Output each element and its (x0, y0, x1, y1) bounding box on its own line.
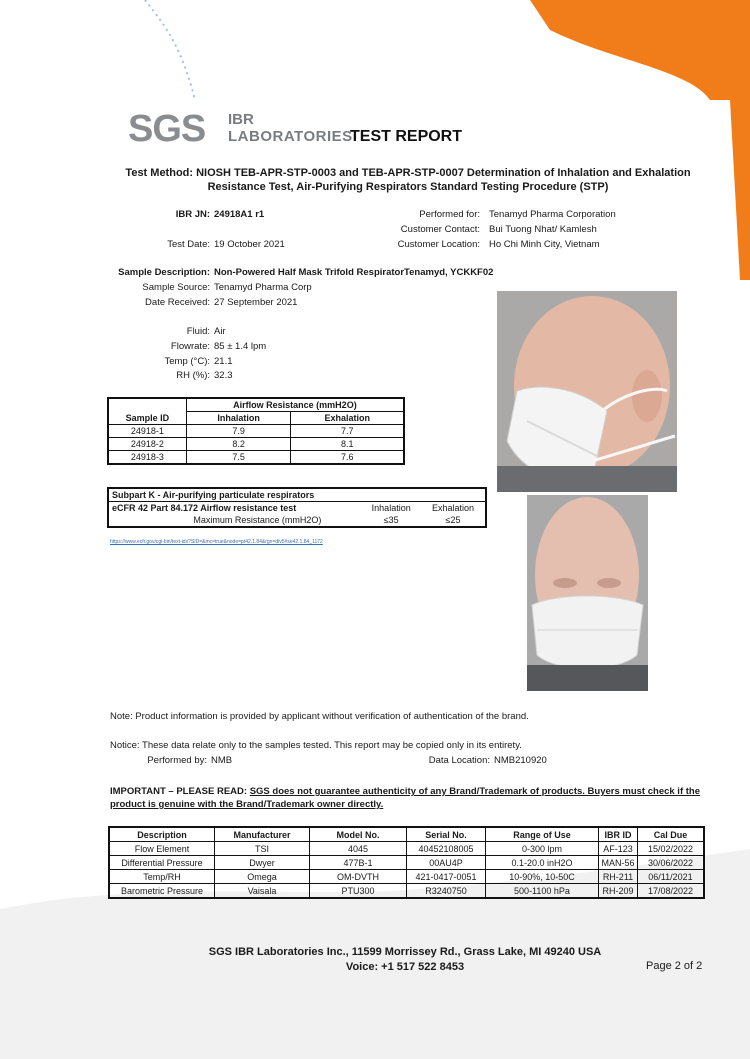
cell-manufacturer: Vaisala (215, 884, 310, 899)
important-notice (110, 785, 710, 811)
important-prefix: IMPORTANT – PLEASE READ: (110, 786, 248, 797)
cell-manufacturer: Dwyer (215, 856, 310, 870)
performed-for-value: Tenamyd Pharma Corporation (489, 209, 616, 220)
header-description: Description (109, 827, 215, 842)
cell-model-no: OM-DVTH (310, 870, 407, 884)
cell-exhalation: 7.6 (291, 451, 404, 465)
date-received-value: 27 September 2021 (214, 297, 298, 308)
date-received-label: Date Received: (145, 297, 210, 308)
temp-label: Temp (°C): (164, 356, 210, 367)
cell-cal-due: 06/11/2021 (638, 870, 705, 884)
sample-source-label: Sample Source: (142, 282, 210, 293)
cell-ibr-id: RH-211 (599, 870, 638, 884)
footer-address: SGS IBR Laboratories Inc., 11599 Morrissey Rd., Grass Lake, MI 49240 USA (208, 946, 602, 958)
performed-by-value: NMB (211, 755, 233, 766)
header-range-of-use: Range of Use (486, 827, 599, 842)
important-text: SGS does not guarantee authenticity of any Brand/Trademark of products. Buyers must check if the product is genuine with the Brand/Trademark owner directly. (110, 786, 700, 810)
cell-description: Temp/RH (109, 870, 215, 884)
data-location-value: NMB210920 (494, 755, 547, 766)
cell-sample-id: 24918-2 (108, 438, 186, 451)
cell-exhalation: 7.7 (291, 425, 404, 438)
header-model-no: Model No. (310, 827, 407, 842)
cell-ibr-id: AF-123 (599, 842, 638, 856)
table-row (109, 842, 704, 856)
empty-header-cell (108, 398, 186, 412)
cell-ibr-id: RH-209 (599, 884, 638, 899)
cell-range-of-use: 500-1100 hPa (486, 884, 599, 899)
table-row (109, 856, 704, 870)
temp-value: 21.1 (214, 356, 233, 367)
note-product-information: Note: Product information is provided by applicant without verification of authentication of the brand. (110, 711, 529, 722)
cell-range-of-use: 10-90%, 10-50C (486, 870, 599, 884)
respirator-side-photo (497, 291, 677, 492)
cell-inhalation: 8.2 (186, 438, 291, 451)
sample-description-label: Sample Description: (118, 267, 210, 278)
customer-contact-label: Customer Contact: (400, 224, 480, 235)
test-method-heading: Test Method: NIOSH TEB-APR-STP-0003 and TEB-APR-STP-0007 Determination of Inhalation and Exhalation Resistance Test, Air-Purifying Respirators Standard Testing Procedure (STP) (125, 167, 691, 193)
airflow-group-header: Airflow Resistance (mmH2O) (186, 398, 404, 412)
ibr-jn-label: IBR JN: (175, 209, 210, 220)
cell-range-of-use: 0.1-20.0 inH2O (486, 856, 599, 870)
sample-source-value: Tenamyd Pharma Corp (214, 282, 312, 293)
rh-label: RH (%): (176, 370, 210, 381)
cell-exhalation: 8.1 (291, 438, 404, 451)
footer-voice: Voice: +1 517 522 8453 (345, 961, 465, 973)
rh-value: 32.3 (214, 370, 233, 381)
laboratories-logo-text: LABORATORIES (228, 128, 353, 145)
flowrate-label: Flowrate: (170, 341, 210, 352)
equipment-table (108, 826, 705, 899)
sgs-logo: SGS (128, 108, 206, 150)
subpart-title: Subpart K - Air-purifying particulate respirators (108, 488, 486, 502)
cell-inhalation: 7.5 (186, 451, 291, 465)
cell-serial-no: 421-0417-0051 (407, 870, 486, 884)
respirator-front-photo (527, 495, 648, 691)
cell-serial-no: R3240750 (407, 884, 486, 899)
inhalation-heading: Inhalation (371, 503, 411, 513)
cell-ibr-id: MAN-56 (599, 856, 638, 870)
table-row (109, 884, 704, 899)
ibr-logo-text: IBR (228, 111, 254, 128)
cell-description: Differential Pressure (109, 856, 215, 870)
max-resistance-label: Maximum Resistance (mmH2O) (193, 515, 322, 525)
dotted-arc-decoration (140, 0, 210, 110)
performed-for-label: Performed for: (419, 209, 480, 220)
fluid-value: Air (214, 326, 226, 337)
sample-description-value: Non-Powered Half Mask Trifold RespiratorTenamyd, YCKKF02 (214, 267, 494, 278)
cell-model-no: 477B-1 (310, 856, 407, 870)
customer-location-value: Ho Chi Minh City, Vietnam (489, 239, 600, 250)
cell-cal-due: 17/08/2022 (638, 884, 705, 899)
orange-corner-shape (490, 0, 750, 280)
header-inhalation: Inhalation (186, 412, 291, 425)
test-date-value: 19 October 2021 (214, 239, 285, 250)
customer-location-label: Customer Location: (397, 239, 480, 250)
ibr-jn-value: 24918A1 r1 (214, 209, 265, 220)
header-sample-id: Sample ID (108, 412, 186, 425)
cell-manufacturer: TSI (215, 842, 310, 856)
fluid-label: Fluid: (186, 326, 210, 337)
cell-description: Flow Element (109, 842, 215, 856)
report-title: TEST REPORT (350, 128, 463, 145)
cell-serial-no: 00AU4P (407, 856, 486, 870)
performed-by-label: Performed by: (147, 755, 207, 766)
cell-model-no: 4045 (310, 842, 407, 856)
test-date-label: Test Date: (167, 239, 210, 250)
header-ibr-id: IBR ID (599, 827, 638, 842)
page-number: Page 2 of 2 (646, 960, 703, 972)
cell-inhalation: 7.9 (186, 425, 291, 438)
cell-serial-no: 40452108005 (407, 842, 486, 856)
ecfr-link[interactable]: https://www.ecfr.gov/cgi-bin/text-idx?SID=&mc=true&node=pt42.1.84&rgn=div5#se42.1.84_1172 (110, 539, 323, 545)
table-row (108, 425, 404, 438)
cell-cal-due: 30/06/2022 (638, 856, 705, 870)
cell-description: Barometric Pressure (109, 884, 215, 899)
header-exhalation: Exhalation (291, 412, 404, 425)
data-location-label: Data Location: (428, 755, 490, 766)
cell-cal-due: 15/02/2022 (638, 842, 705, 856)
subpart-k-table (107, 487, 487, 528)
airflow-resistance-table (107, 397, 405, 465)
max-inhalation-value: ≤35 (383, 515, 399, 525)
notice-samples-tested: Notice: These data relate only to the samples tested. This report may be copied only in its entirety. (110, 740, 522, 751)
header-cal-due: Cal Due (638, 827, 705, 842)
max-exhalation-value: ≤25 (445, 515, 461, 525)
table-row (108, 438, 404, 451)
cell-model-no: PTU300 (310, 884, 407, 899)
table-row (108, 451, 404, 465)
table-row (109, 870, 704, 884)
header-manufacturer: Manufacturer (215, 827, 310, 842)
flowrate-value: 85 ± 1.4 lpm (214, 341, 267, 352)
exhalation-heading: Exhalation (432, 503, 475, 513)
cell-sample-id: 24918-3 (108, 451, 186, 465)
header-serial-no: Serial No. (407, 827, 486, 842)
cell-range-of-use: 0-300 lpm (486, 842, 599, 856)
cell-sample-id: 24918-1 (108, 425, 186, 438)
customer-contact-value: Bui Tuong Nhat/ Kamlesh (489, 224, 597, 235)
cell-manufacturer: Omega (215, 870, 310, 884)
ecfr-test-label: eCFR 42 Part 84.172 Airflow resistance test (112, 503, 297, 513)
